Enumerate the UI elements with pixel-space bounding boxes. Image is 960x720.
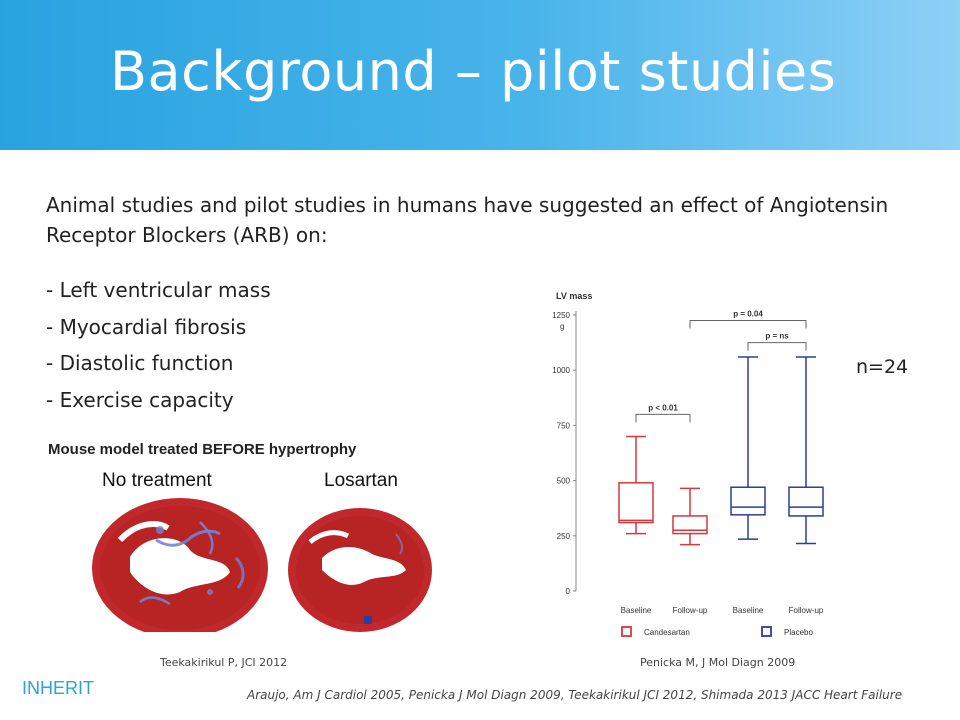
slide-title: Background – pilot studies: [110, 40, 837, 103]
heart-sections-image: [60, 462, 480, 632]
sample-size-label: n=24: [856, 356, 909, 378]
legend-label: Candesartan: [644, 628, 690, 637]
y-tick-label: 0: [565, 587, 570, 596]
bullet-item: - Exercise capacity: [46, 387, 234, 412]
mouse-model-citation: Teekakirikul P, JCI 2012: [160, 656, 288, 669]
significance-bracket: [690, 321, 806, 329]
chart-citation: Penicka M, J Mol Diagn 2009: [640, 656, 796, 669]
inherit-tag: INHERIT: [22, 678, 94, 698]
x-category-label: Follow-up: [788, 606, 824, 615]
significance-bracket: [636, 414, 690, 422]
y-tick-label: 500: [556, 476, 570, 486]
bullet-item: - Left ventricular mass: [46, 278, 271, 302]
no-treatment-label: No treatment: [102, 470, 212, 491]
lv-mass-boxplot: [538, 285, 838, 655]
legend-label: Placebo: [784, 628, 813, 637]
y-tick-label: 1250: [552, 311, 570, 320]
losartan-heart-section: [288, 508, 432, 632]
title-banner: [0, 0, 960, 150]
boxplot-svg: [538, 285, 838, 655]
iqr-box: [731, 487, 765, 515]
p-value-label: p = 0.04: [733, 309, 763, 319]
references-footer: Araujo, Am J Cardiol 2005, Penicka J Mol Diagn 2009, Teekakirikul JCI 2012, Shimada 2013 JACC Heart Failure: [247, 688, 903, 702]
p-value-label: p < 0.01: [648, 403, 678, 413]
losartan-label: Losartan: [324, 470, 398, 491]
mouse-model-title: Mouse model treated BEFORE hypertrophy: [48, 441, 357, 458]
intro-text: Animal studies and pilot studies in humans have suggested an effect of Angiotensin Receptor Blockers (ARB) on:: [46, 193, 889, 247]
p-value-label: p = ns: [765, 331, 789, 341]
legend-swatch: [622, 627, 631, 636]
bullet-item: - Diastolic function: [46, 351, 234, 375]
effects-list: [46, 272, 271, 418]
x-category-label: Follow-up: [672, 606, 708, 615]
y-axis-unit: g: [560, 322, 565, 331]
legend-swatch: [762, 627, 771, 636]
x-category-label: Baseline: [620, 606, 652, 615]
bullet-item: - Myocardial fibrosis: [46, 314, 247, 339]
y-tick-label: 250: [556, 531, 570, 541]
y-axis-label: LV mass: [556, 291, 593, 301]
iqr-box: [619, 483, 653, 523]
significance-bracket: [748, 343, 806, 351]
x-category-label: Baseline: [732, 606, 764, 615]
untreated-heart-section: [92, 498, 268, 632]
y-tick-label: 1000: [552, 366, 570, 376]
y-tick-label: 750: [556, 421, 570, 431]
iqr-box: [789, 487, 823, 516]
mouse-heart-figure: [60, 462, 480, 632]
